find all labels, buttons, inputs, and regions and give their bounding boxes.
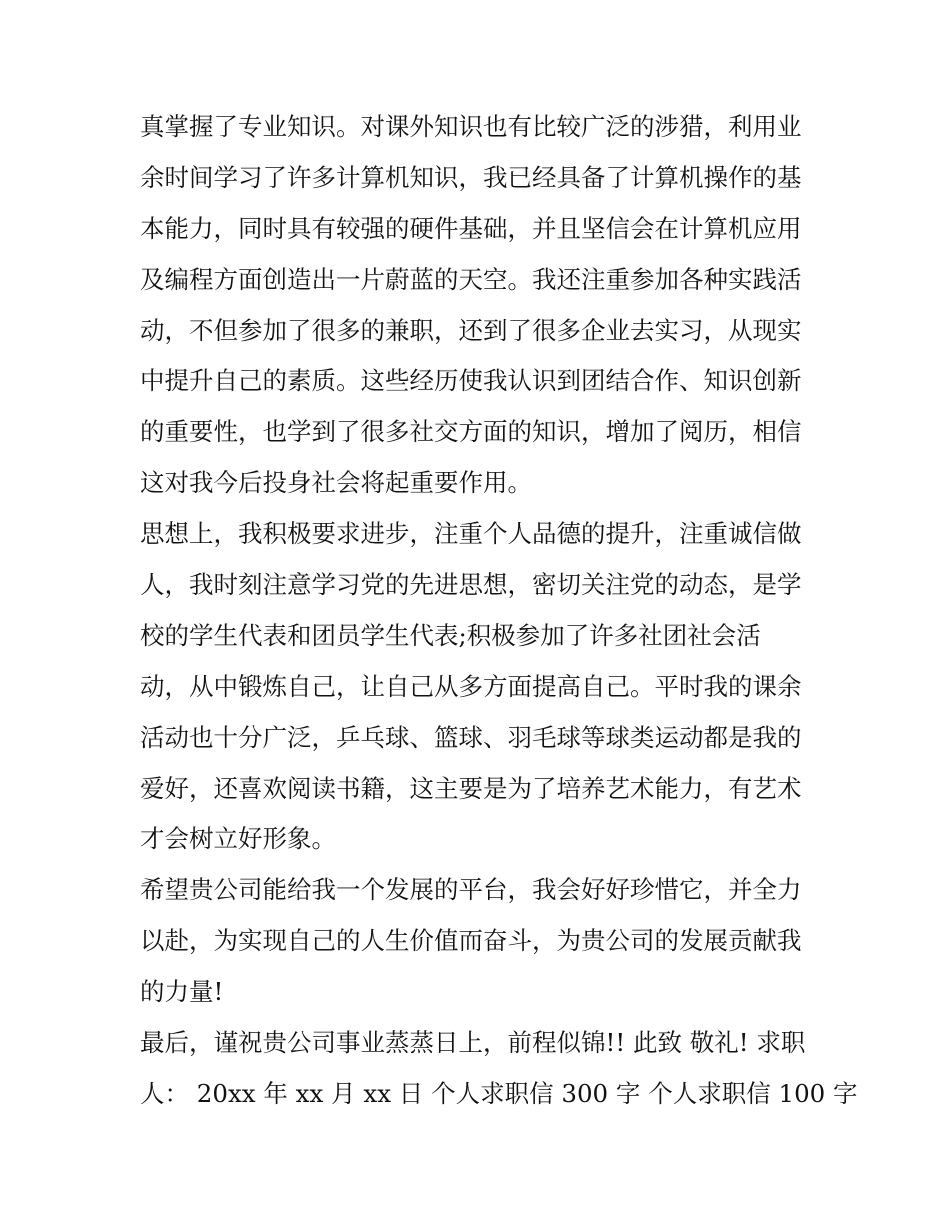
text-line: 本能力，同时具有较强的硬件基础，并且坚信会在计算机应用: [140, 213, 802, 243]
text-line: 动，从中锻炼自己，让自己从多方面提高自己。平时我的课余: [140, 671, 802, 701]
text-line: 思想上，我积极要求进步，注重个人品德的提升，注重诚信做: [140, 519, 802, 549]
letter-body: [140, 102, 858, 1120]
text-line: 人，我时刻注意学习党的先进思想，密切关注党的动态，是学: [140, 570, 802, 600]
text-line: 校的学生代表和团员学生代表;积极参加了许多社团社会活: [140, 620, 761, 650]
text-line: 的重要性，也学到了很多社交方面的知识，增加了阅历，相信: [140, 417, 802, 447]
text-line: 这对我今后投身社会将起重要作用。: [140, 468, 532, 498]
text-line: 真掌握了专业知识。对课外知识也有比较广泛的涉猎，利用业: [140, 112, 802, 141]
text-line: 中提升自己的素质。这些经历使我认识到团结合作、知识创新: [140, 366, 802, 396]
text-line: 才会树立好形象。: [140, 824, 336, 854]
text-line: 余时间学习了许多计算机知识，我已经具备了计算机操作的基: [140, 162, 802, 192]
text-line: 人： 20xx 年 xx 月 xx 日 个人求职信 300 字 个人求职信 100 字: [140, 1078, 858, 1108]
text-line: 希望贵公司能给我一个发展的平台，我会好好珍惜它，并全力: [140, 875, 802, 905]
text-line: 爱好，还喜欢阅读书籍，这主要是为了培养艺术能力，有艺术: [140, 773, 802, 803]
text-line: 及编程方面创造出一片蔚蓝的天空。我还注重参加各种实践活: [140, 264, 802, 294]
text-line: 动，不但参加了很多的兼职，还到了很多企业去实习，从现实: [140, 315, 802, 345]
text-line: 最后，谨祝贵公司事业蒸蒸日上，前程似锦!! 此致 敬礼! 求职: [140, 1028, 806, 1058]
text-line: 以赴，为实现自己的人生价值而奋斗，为贵公司的发展贡献我: [140, 926, 802, 956]
text-line: 的力量!: [140, 977, 224, 1007]
text-line: 活动也十分广泛，乒乓球、篮球、羽毛球等球类运动都是我的: [140, 722, 802, 752]
